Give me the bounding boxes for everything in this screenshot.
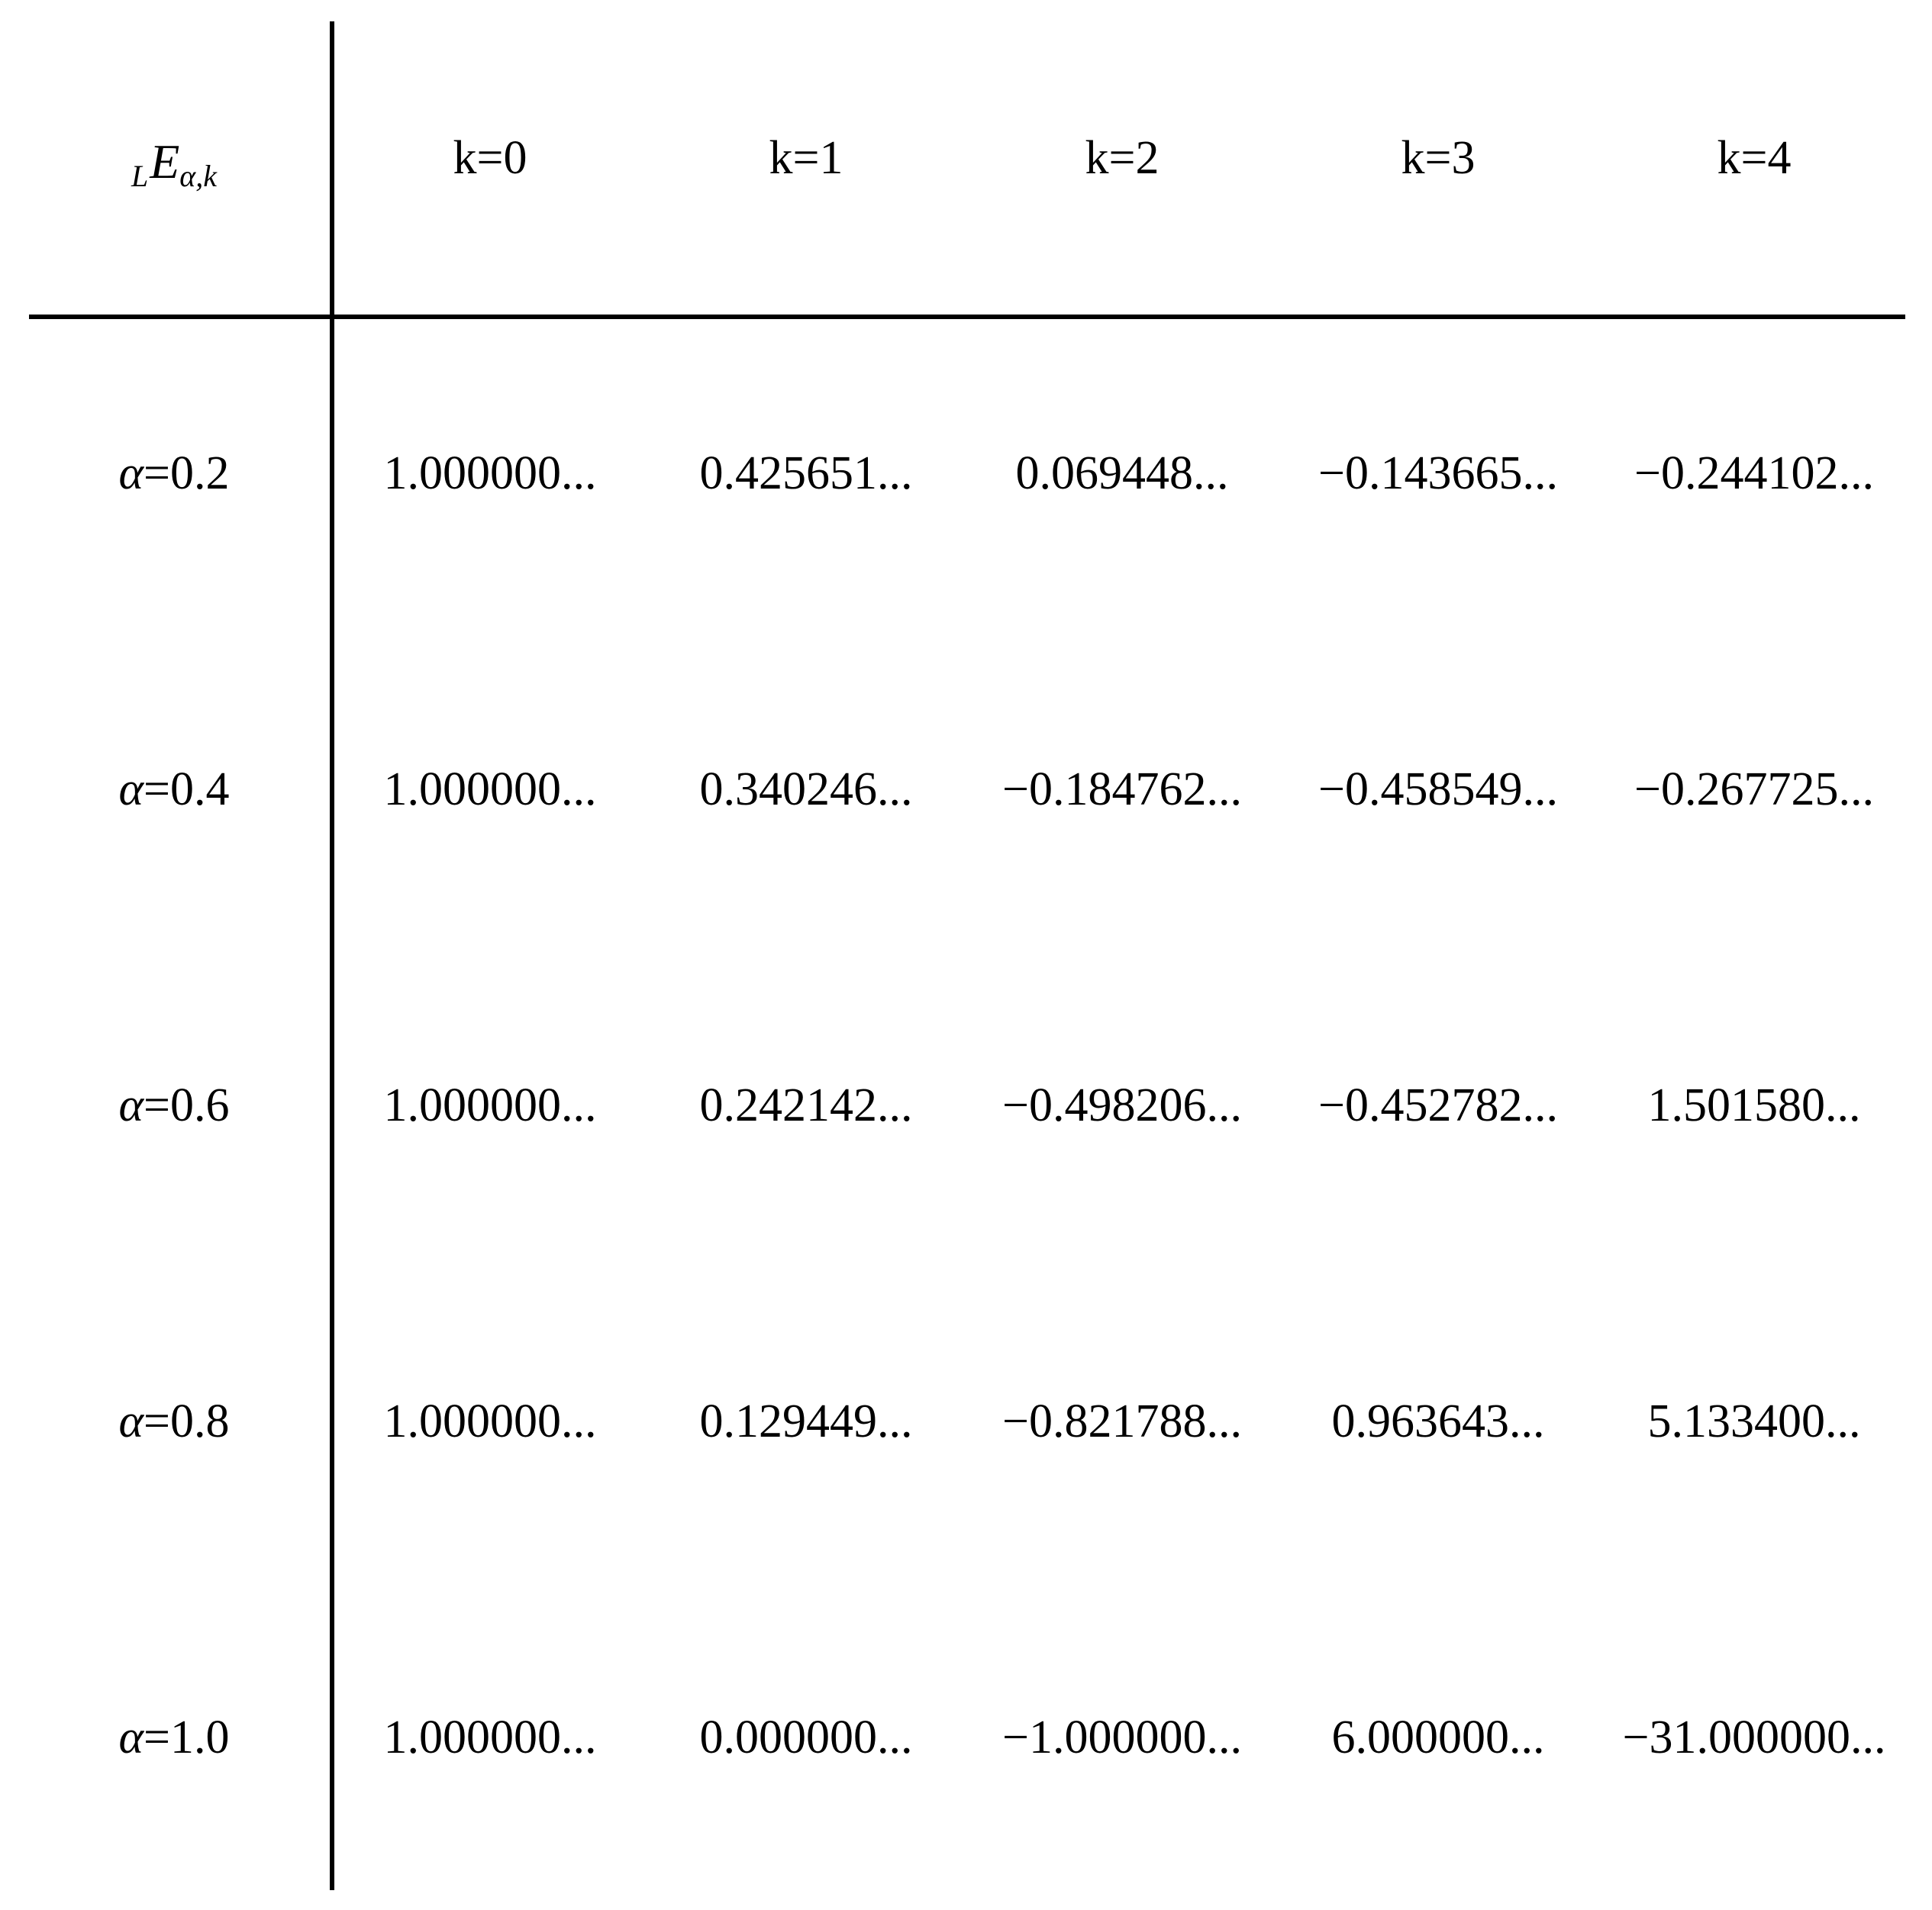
table-cell: 0.242142... bbox=[699, 1079, 913, 1131]
alpha-symbol: α bbox=[118, 447, 144, 499]
table-cell: 1.000000... bbox=[383, 1395, 597, 1447]
corner-symbol: E bbox=[150, 134, 180, 189]
table-cell: −0.821788... bbox=[1002, 1395, 1242, 1447]
table-cell: 1.501580... bbox=[1647, 1079, 1861, 1131]
row-label-value: =0.6 bbox=[144, 1079, 230, 1131]
row-label-value: =1.0 bbox=[144, 1711, 230, 1763]
alpha-symbol: α bbox=[118, 1079, 144, 1131]
table-cell: 1.000000... bbox=[383, 1711, 597, 1763]
column-header-k4: k=4 bbox=[1717, 131, 1792, 184]
corner-prefix-subscript: L bbox=[131, 158, 149, 193]
vertical-divider bbox=[330, 21, 334, 1890]
table-cell: 6.000000... bbox=[1331, 1711, 1545, 1763]
alpha-symbol: α bbox=[118, 1711, 144, 1763]
column-header-k3: k=3 bbox=[1401, 131, 1476, 184]
row-label-value: =0.8 bbox=[144, 1395, 230, 1447]
row-label-alpha-0.4 bbox=[21, 744, 327, 835]
table-cell: 0.963643... bbox=[1331, 1395, 1545, 1447]
corner-suffix-subscript: α,k bbox=[179, 158, 218, 193]
column-header-k2: k=2 bbox=[1085, 131, 1160, 184]
horizontal-divider bbox=[29, 315, 1905, 319]
table-cell: 1.000000... bbox=[383, 1079, 597, 1131]
table-cell: −0.452782... bbox=[1318, 1079, 1558, 1131]
row-label-alpha-0.6 bbox=[21, 1060, 327, 1151]
row-label-alpha-0.8 bbox=[21, 1376, 327, 1467]
alpha-symbol: α bbox=[118, 763, 144, 815]
row-label-alpha-0.2 bbox=[21, 427, 327, 519]
row-label-value: =0.2 bbox=[144, 447, 230, 499]
table-cell: −0.458549... bbox=[1318, 763, 1558, 815]
table-cell: −0.184762... bbox=[1002, 763, 1242, 815]
column-header-k0: k=0 bbox=[453, 131, 527, 184]
table-cell: 1.000000... bbox=[383, 447, 597, 499]
table-cell: −0.244102... bbox=[1634, 447, 1874, 499]
table-cell: 0.129449... bbox=[699, 1395, 913, 1447]
table-cell: 5.133400... bbox=[1647, 1395, 1861, 1447]
table-cell: −0.143665... bbox=[1318, 447, 1558, 499]
table-cell: 0.340246... bbox=[699, 763, 913, 815]
table-cell: 0.425651... bbox=[699, 447, 913, 499]
column-header-k1: k=1 bbox=[769, 131, 843, 184]
row-label-value: =0.4 bbox=[144, 763, 230, 815]
table-cell: −1.000000... bbox=[1002, 1711, 1242, 1763]
corner-header bbox=[21, 116, 327, 208]
table-cell: 0.069448... bbox=[1015, 447, 1229, 499]
alpha-symbol: α bbox=[118, 1395, 144, 1447]
table-cell: −0.267725... bbox=[1634, 763, 1874, 815]
table-cell: −31.000000... bbox=[1622, 1711, 1886, 1763]
row-label-alpha-1.0 bbox=[21, 1692, 327, 1783]
table-cell: 0.000000... bbox=[699, 1711, 913, 1763]
table-cell: 1.000000... bbox=[383, 763, 597, 815]
table-cell: −0.498206... bbox=[1002, 1079, 1242, 1131]
